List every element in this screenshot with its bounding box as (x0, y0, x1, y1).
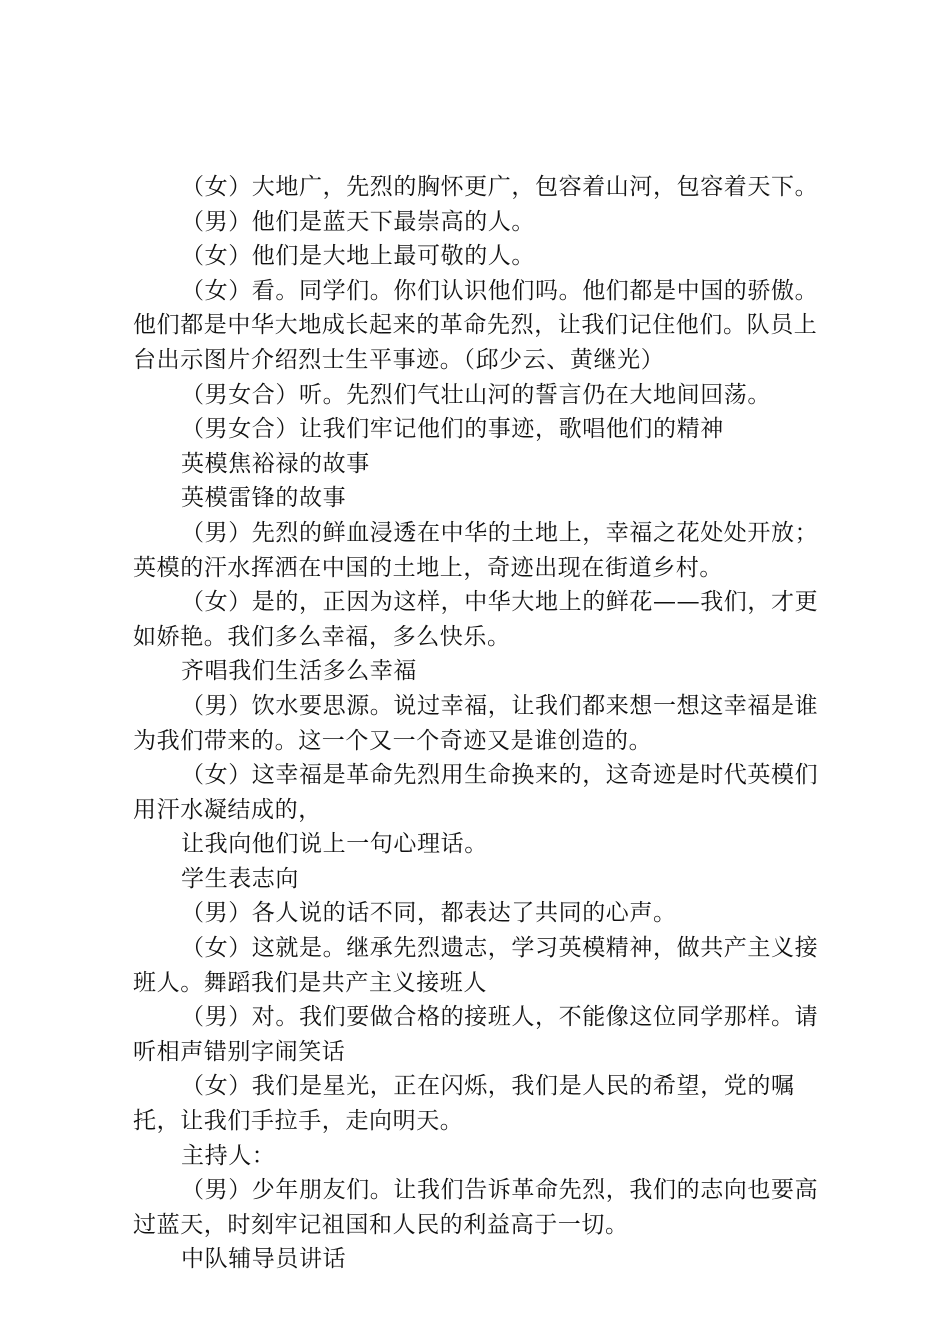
paragraph: （女）他们是大地上最可敬的人。 (181, 243, 535, 270)
paragraph: （男）少年朋友们。让我们告诉革命先烈，我们的志向也要高过蓝天，时刻牢记祖国和人民的利益高于一切。 (133, 1177, 819, 1238)
paragraph: （男）各人说的话不同，都表达了共同的心声。 (181, 900, 677, 927)
paragraph: 齐唱我们生活多么幸福 (181, 658, 417, 685)
paragraph: （男）先烈的鲜血浸透在中华的土地上，幸福之花处处开放；英模的汗水挥洒在中国的土地上，奇迹出现在街道乡村。 (133, 519, 819, 581)
paragraph: （女）这就是。继承先烈遗志，学习英模精神，做共产主义接班人。舞蹈我们是共产主义接班人 (133, 935, 819, 996)
paragraph: 英模雷锋的故事 (181, 485, 347, 512)
paragraph: （女）我们是星光，正在闪烁，我们是人民的希望，党的嘱托，让我们手拉手，走向明天。 (133, 1073, 795, 1135)
paragraph: （男）对。我们要做合格的接班人，不能像这位同学那样。请听相声错别字闹笑话 (133, 1004, 819, 1065)
paragraph: （女）大地广，先烈的胸怀更广，包容着山河，包容着天下。 (181, 174, 819, 200)
paragraph: （男女合）让我们牢记他们的事迹，歌唱他们的精神 (181, 416, 724, 443)
paragraph: 学生表志向 (181, 865, 299, 892)
paragraph: （男）饮水要思源。说过幸福，让我们都来想一想这幸福是谁为我们带来的。这一个又一个奇迹又是谁创造的。 (133, 692, 819, 754)
paragraph: 主持人： (181, 1142, 276, 1169)
paragraph: （女）看。同学们。你们认识他们吗。他们都是中国的骄傲。他们都是中华大地成长起来的革命先烈，让我们记住他们。队员上台出示图片介绍烈士生平事迹。（邱少云、黄继光） (133, 277, 819, 373)
paragraph: 英模焦裕禄的故事 (181, 450, 370, 477)
paragraph: （男女合）听。先烈们气壮山河的誓言仍在大地间回荡。 (181, 381, 771, 408)
paragraph: （男）他们是蓝天下最崇高的人。 (181, 208, 535, 235)
paragraph: （女）是的，正因为这样，中华大地上的鲜花——我们，才更如娇艳。我们多么幸福，多么快乐。 (133, 589, 819, 650)
document-body (133, 170, 833, 1277)
paragraph: 让我向他们说上一句心理话。 (181, 831, 488, 858)
paragraph: （女）这幸福是革命先烈用生命换来的，这奇迹是时代英模们用汗水凝结成的， (133, 762, 819, 823)
paragraph: 中队辅导员讲话 (181, 1246, 347, 1273)
